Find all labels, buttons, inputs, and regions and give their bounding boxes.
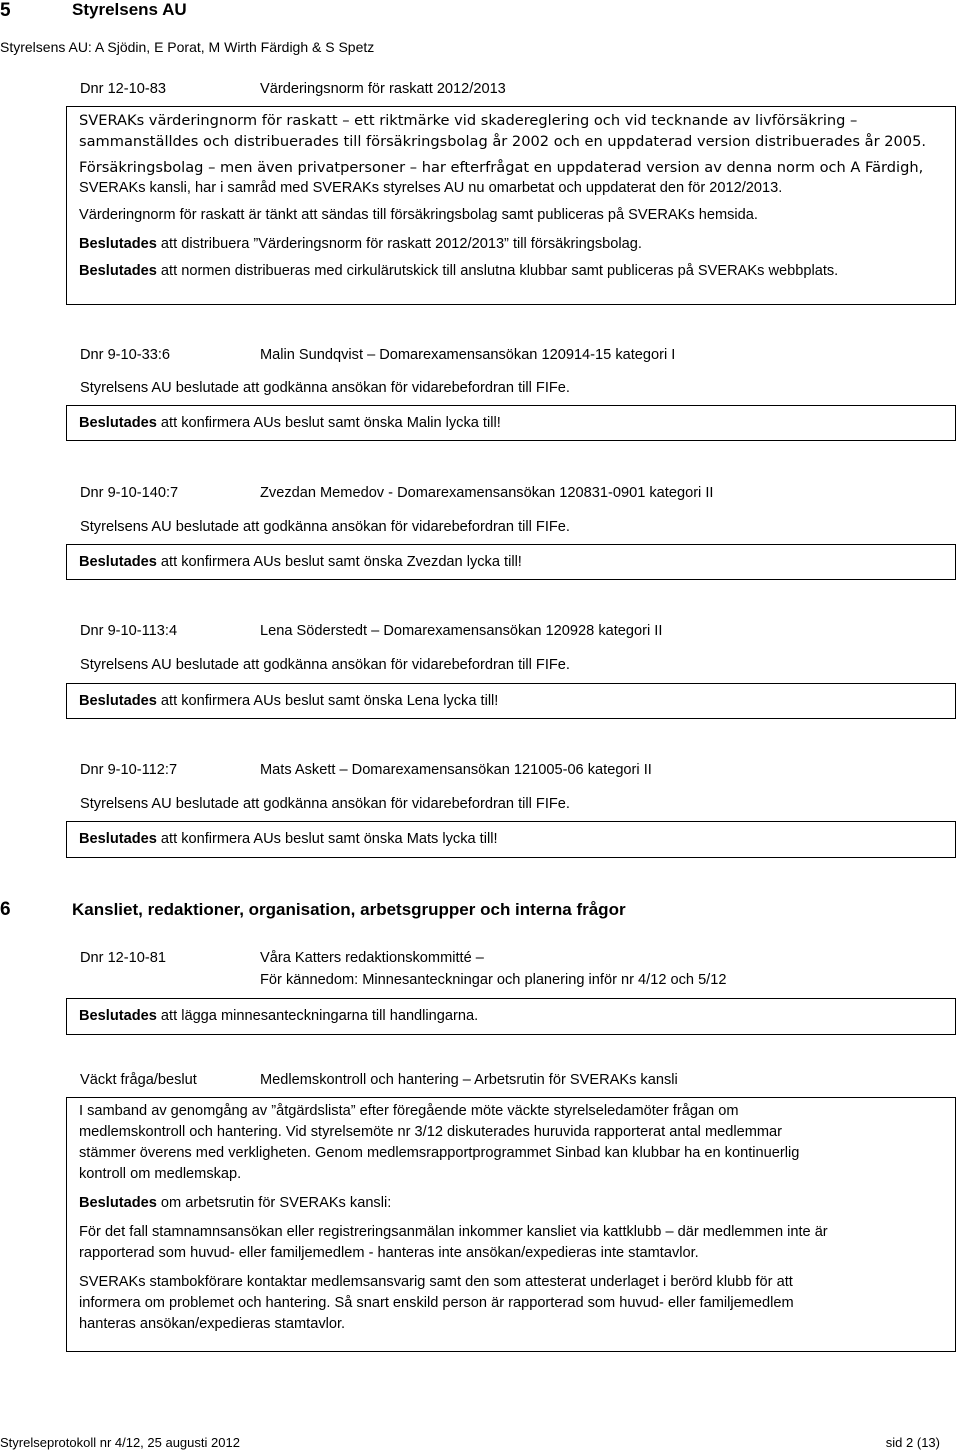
item-title: Våra Katters redaktionskommitté – — [260, 950, 484, 966]
text-line: SVERAKs stambokförare kontaktar medlemsansvarig samt den som attesterat underlaget i berörd klubb för att — [79, 1274, 793, 1290]
confirm-label: Beslutades — [79, 554, 157, 570]
exam-confirm-box — [66, 544, 956, 580]
text-line: För det fall stamnamnsansökan eller registreringsanmälan inkommer kansliet via kattklubb – där medlemmen inte är — [79, 1224, 828, 1240]
decision-text: att distribuera ”Värderingsnorm för raskatt 2012/2013” till försäkringsbolag. — [156, 236, 642, 252]
exam-confirm-box — [66, 683, 956, 719]
exam-dnr: Dnr 9-10-140:7 — [80, 485, 179, 501]
text-line: kontroll om medlemskap. — [79, 1166, 242, 1182]
katter-decision-box — [66, 998, 956, 1035]
confirm-text: att konfirmera AUs beslut samt önska Mats lycka till! — [156, 831, 498, 847]
norm-box — [66, 106, 956, 305]
exam-decision: Styrelsens AU beslutade att godkänna ansökan för vidarebefordran till FIFe. — [80, 519, 570, 535]
confirm-label: Beslutades — [79, 831, 157, 847]
section-number: 5 — [0, 0, 11, 21]
text-line: informera om problemet och hantering. Så snart enskild person är rapporterad som huvud- eller familjemedlem — [79, 1295, 794, 1311]
item-dnr: Dnr 12-10-83 — [80, 81, 166, 97]
decision-text: om arbetsrutin för SVERAKs kansli: — [156, 1195, 392, 1211]
section-title: Kansliet, redaktioner, organisation, arbetsgrupper och interna frågor — [72, 900, 626, 919]
text-line: stämmer överens med verkligheten. Genom medlemsrapportprogrammet Sinbad kan klubbar ha en kontinuerlig — [79, 1145, 800, 1161]
text-line: medlemskontroll och hantering. Vid styrelsemöte nr 3/12 diskuterades huruvida rapporterat antal medlemmar — [79, 1124, 783, 1140]
decision-label: Beslutades — [79, 1195, 157, 1211]
exam-confirm-box — [66, 821, 956, 858]
section-number: 6 — [0, 899, 11, 920]
confirm-line — [79, 552, 943, 573]
text-line: Försäkringsbolag – men även privatpersoner – har efterfrågat en uppdaterad version av denna norm och A Färdigh, — [79, 159, 924, 176]
exam-decision: Styrelsens AU beslutade att godkänna ansökan för vidarebefordran till FIFe. — [80, 380, 570, 396]
exam-decision: Styrelsens AU beslutade att godkänna ansökan för vidarebefordran till FIFe. — [80, 657, 570, 673]
item-title: Medlemskontroll och hantering – Arbetsrutin för SVERAKs kansli — [260, 1072, 678, 1088]
confirm-line — [79, 829, 943, 850]
exam-dnr: Dnr 9-10-113:4 — [80, 623, 178, 639]
exam-dnr: Dnr 9-10-112:7 — [80, 762, 178, 778]
decision-text: att lägga minnesanteckningarna till handlingarna. — [156, 1008, 479, 1024]
decision-line — [79, 234, 943, 255]
au-members: Styrelsens AU: A Sjödin, E Porat, M Wirth Färdigh & S Spetz — [0, 39, 375, 55]
confirm-label: Beslutades — [79, 693, 157, 709]
confirm-text: att konfirmera AUs beslut samt önska Zvezdan lycka till! — [156, 554, 522, 570]
exam-decision: Styrelsens AU beslutade att godkänna ansökan för vidarebefordran till FIFe. — [80, 796, 570, 812]
item-label: Väckt fråga/beslut — [80, 1072, 197, 1088]
confirm-label: Beslutades — [79, 415, 157, 431]
decision-label: Beslutades — [79, 263, 157, 279]
text-line: hanteras ansökan/expedieras stamtavlor. — [79, 1316, 346, 1332]
item-dnr: Dnr 12-10-81 — [80, 950, 166, 966]
footer-left: Styrelseprotokoll nr 4/12, 25 augusti 2012 — [0, 1435, 240, 1450]
text-line: rapporterad som huvud- eller familjemedlem - hanteras inte ansökan/expedieras inte stamtavlor. — [79, 1245, 699, 1261]
decision-text: att normen distribueras med cirkulärutskick till anslutna klubbar samt publiceras på SVERAKs webbplats. — [156, 263, 839, 279]
confirm-text: att konfirmera AUs beslut samt önska Lena lycka till! — [156, 693, 499, 709]
decision-label: Beslutades — [79, 1008, 157, 1024]
item-title: Värderingsnorm för raskatt 2012/2013 — [260, 81, 506, 97]
page-number: sid 2 (13) — [885, 1435, 940, 1450]
confirm-line — [79, 413, 943, 434]
text-line: SVERAKs värderingnorm för raskatt – ett riktmärke vid skadereglering och vid tecknande av livförsäkring – — [79, 112, 858, 129]
decision-line — [79, 1193, 943, 1214]
exam-title: Mats Askett – Domarexamensansökan 121005-06 kategori II — [260, 762, 652, 778]
text-line: sammanställdes och distribuerades till försäkringsbolag år 2002 och en uppdaterad version distribuerades år 2005. — [79, 133, 927, 150]
decision-label: Beslutades — [79, 236, 157, 252]
confirm-line — [79, 691, 943, 712]
exam-dnr: Dnr 9-10-33:6 — [80, 347, 171, 363]
decision-line — [79, 1006, 943, 1027]
exam-title: Lena Söderstedt – Domarexamensansökan 120928 kategori II — [260, 623, 663, 639]
confirm-text: att konfirmera AUs beslut samt önska Malin lycka till! — [156, 415, 501, 431]
exam-title: Malin Sundqvist – Domarexamensansökan 120914-15 kategori I — [260, 347, 676, 363]
item-subtitle: För kännedom: Minnesanteckningar och planering inför nr 4/12 och 5/12 — [260, 972, 727, 988]
exam-title: Zvezdan Memedov - Domarexamensansökan 120831-0901 kategori II — [260, 485, 714, 501]
text-line: SVERAKs kansli, har i samråd med SVERAKs styrelses AU nu omarbetat och uppdaterat den för 2012/2013. — [79, 180, 783, 196]
text-line: Värderingnorm för raskatt är tänkt att sändas till försäkringsbolag samt publiceras på SVERAKs hemsida. — [79, 207, 758, 223]
section-title: Styrelsens AU — [72, 0, 187, 19]
medlem-box — [66, 1097, 956, 1352]
exam-confirm-box — [66, 405, 956, 441]
decision-line — [79, 261, 943, 282]
text-line: I samband av genomgång av ”åtgärdslista” efter föregående möte väckte styrelseledamöter frågan om — [79, 1103, 739, 1119]
